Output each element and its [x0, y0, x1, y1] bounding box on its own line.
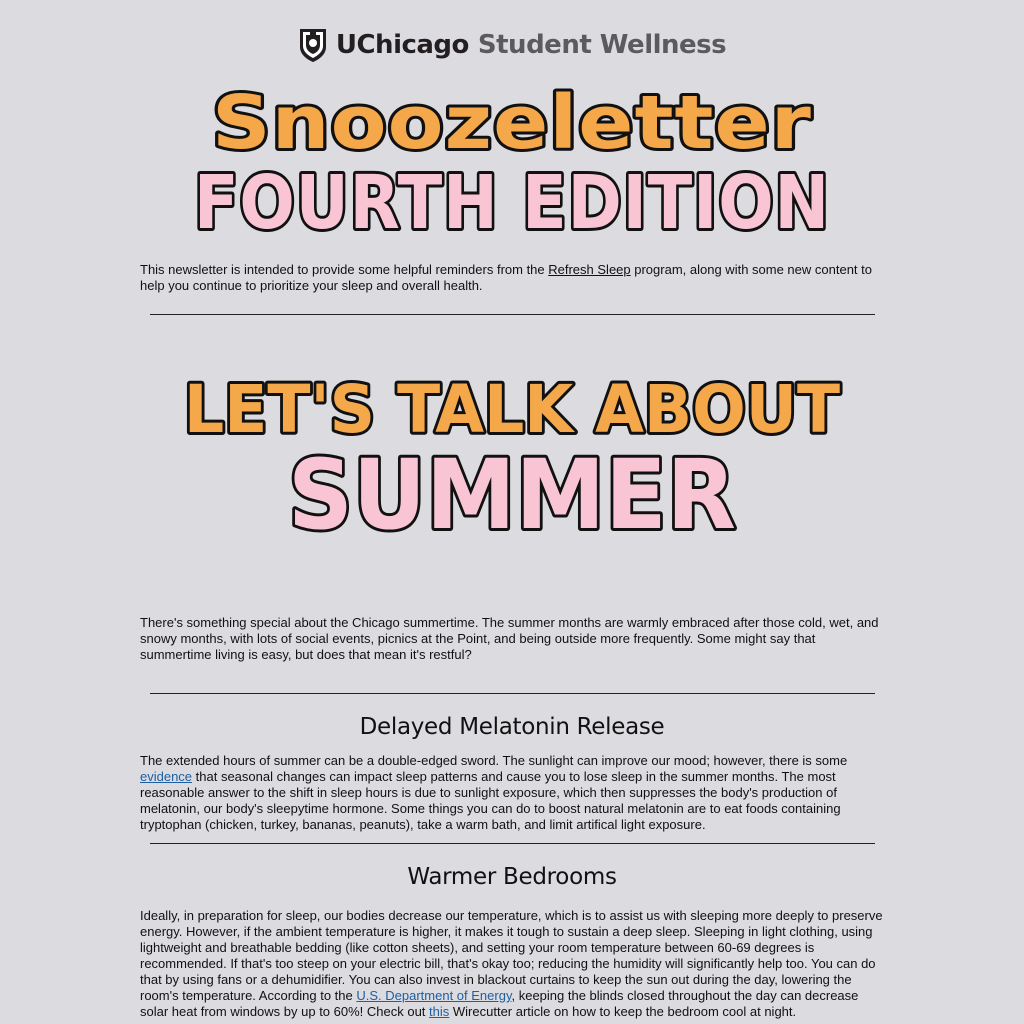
intro-paragraph: [140, 262, 886, 294]
intro-text-end: program, along with some new content to help you continue to prioritize your sleep and overall health.: [140, 262, 872, 293]
summer-banner: [0, 366, 1024, 551]
section-heading-melatonin: Delayed Melatonin Release: [359, 714, 665, 740]
snoozeletter-banner: [0, 80, 1024, 246]
bedrooms-text-part3: Wirecutter article on how to keep the bedroom cool at night.: [449, 1004, 797, 1019]
intro-text-start: This newsletter is intended to provide some helpful reminders from the: [140, 262, 549, 277]
summer-banner-line1: LET'S TALK ABOUT: [184, 371, 840, 448]
bedrooms-text-part1: Ideally, in preparation for sleep, our bodies decrease our temperature, which is to assist us with sleeping more deeply to preserve energy. However, if the ambient temperature is higher, it makes it tough to sustain a deep sleep. Sleeping in light clothing, using lightweight and breathable bedding (like cotton sheets), and setting your room temperature between 60-69 degrees is recommended. If that's too steep on your electric bill, that's okay too; reducing the humidity will significantly help too. You can do that by using fans or a dehumidifier. You can also invest in blackout curtains to keep the sun out during the day, lowering the room's temperature. According to the: [140, 908, 883, 1003]
melatonin-text-end: that seasonal changes can impact sleep patterns and cause you to lose sleep in the summer months. The most reasonable answer to the shift in sleep hours is due to sunlight exposure, which then suppresses the body's production of melatonin, our body's sleepytime hormone. Some things you can do to boost natural melatonin are to eat foods containing tryptophan (chicken, turkey, bananas, peanuts), take a warm bath, and limit artifical light exposure.: [140, 769, 841, 832]
snoozeletter-banner-graphic: [0, 80, 1024, 246]
logo-secondary-text: Student Wellness: [477, 30, 727, 60]
summer-intro-paragraph: There's something special about the Chicago summertime. The summer months are warmly embraced after those cold, wet, and snowy months, with lots of social events, picnics at the Point, and being outside more frequently. Some might say that summertime living is easy, but does that mean it's restful?: [140, 615, 879, 662]
summer-banner-line2: SUMMER: [288, 439, 736, 551]
banner-title-line2: FOURTH EDITION: [194, 160, 830, 246]
uchicago-student-wellness-logo[interactable]: [0, 26, 1024, 64]
bedrooms-text-part2: , keeping the blinds closed throughout the day can decrease solar heat from windows by up to 60%! Check out: [140, 988, 859, 1019]
divider: [150, 314, 875, 315]
logo-primary-text: UChicago: [335, 30, 469, 60]
summer-banner-graphic: [0, 366, 1024, 551]
melatonin-paragraph: [140, 753, 886, 833]
section-heading-bedrooms: Warmer Bedrooms: [407, 864, 617, 890]
university-crest-icon: [298, 27, 328, 63]
divider: [150, 693, 875, 694]
wirecutter-article-link[interactable]: this: [429, 1004, 450, 1019]
banner-title-line1: Snoozeletter: [212, 80, 812, 166]
divider: [150, 843, 875, 844]
department-of-energy-link[interactable]: U.S. Department of Energy: [356, 988, 512, 1003]
refresh-sleep-link[interactable]: Refresh Sleep: [548, 262, 631, 277]
melatonin-text-start: The extended hours of summer can be a double-edged sword. The sunlight can improve our mood; however, there is some: [140, 753, 848, 768]
evidence-link[interactable]: evidence: [140, 769, 193, 784]
bedrooms-paragraph: [140, 908, 886, 1020]
